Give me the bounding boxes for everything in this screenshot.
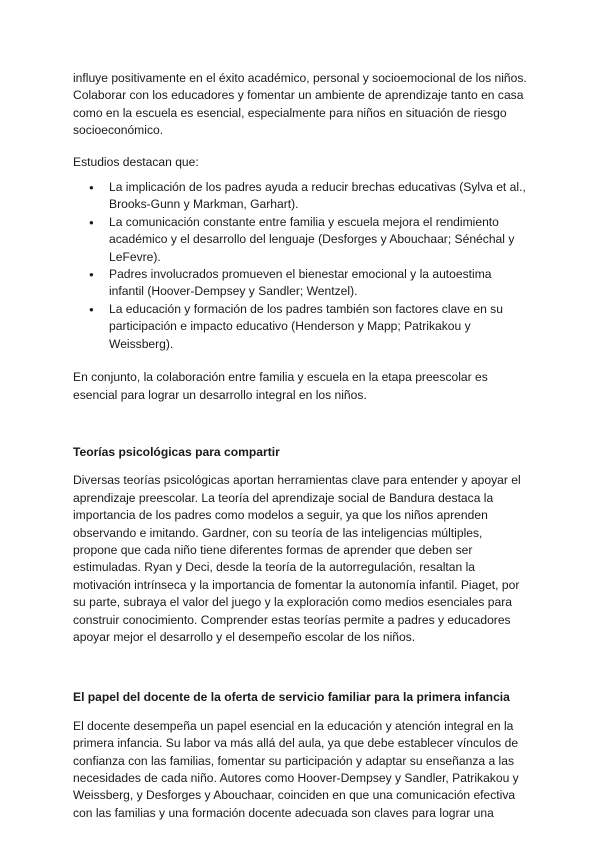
list-item: ● La educación y formación de los padres también son factores clave en su participación e impacto educativo (Henderson y Mapp; Patrikakou y Weissberg). <box>109 301 528 353</box>
teacher-role-paragraph: El docente desempeña un papel esencial en la educación y atención integral en la primera infancia. Su labor va más allá del aula, ya que debe establecer vínculos de confianza con las familias, fomentar su participación y adaptar su enseñanza a las necesidades de cada niño. Autores como Hoover-Dempsey y Sandler, Patrikakou y Weissberg, y Desforges y Abouchaar, coinciden en que una comunicación efectiva con las familias y una formación docente adecuada son claves para lograr una <box>73 718 519 820</box>
conclusion-paragraph: En conjunto, la colaboración entre familia y escuela en la etapa preescolar es esencial para lograr un desarrollo integral en los niños. <box>73 370 488 402</box>
section-heading-teacher-role: El papel del docente de la oferta de servicio familiar para la primera infancia <box>73 690 510 705</box>
section-spacer <box>73 660 528 689</box>
section-spacer <box>73 418 528 444</box>
intro-paragraph: influye positivamente en el éxito académico, personal y socioemocional de los niños. Colaborar con los educadores y fomentar un ambiente de aprendizaje tanto en casa como en la escuela es esencial, especialmente para niños en situación de riesgo socioeconómico. <box>73 71 527 138</box>
studies-lead-paragraph: Estudios destacan que: <box>73 154 199 169</box>
list-item: ● La comunicación constante entre familia y escuela mejora el rendimiento académico y el desarrollo del lenguaje (Desforges y Abouchaar; Sénéchal y LeFevre). <box>109 214 528 266</box>
section-heading-theories: Teorías psicológicas para compartir <box>73 444 280 459</box>
findings-list <box>73 179 528 353</box>
list-item: ● Padres involucrados promueven el bienestar emocional y la autoestima infantil (Hoover-Dempsey y Sandler; Wentzel). <box>109 266 528 301</box>
list-item: ● La implicación de los padres ayuda a reducir brechas educativas (Sylva et al., Brooks-Gunn y Markman, Garhart). <box>109 179 528 214</box>
theories-paragraph: Diversas teorías psicológicas aportan herramientas clave para entender y apoyar el aprendizaje preescolar. La teoría del aprendizaje social de Bandura destaca la importancia de los padres como modelos a seguir, ya que los niños aprenden observando e imitando. Gardner, con su teoría de las inteligencias múltiples, propone que cada niño tiene diferentes formas de aprender que deben ser estimuladas. Ryan y Deci, desde la teoría de la autorregulación, resaltan la motivación intrínseca y la importancia de fomentar la autonomía infantil. Piaget, por su parte, subraya el valor del juego y la exploración como medios esenciales para construir conocimiento. Comprender estas teorías permite a padres y educadores apoyar mejor el desarrollo y el desempeño escolar de los niños. <box>73 473 521 644</box>
